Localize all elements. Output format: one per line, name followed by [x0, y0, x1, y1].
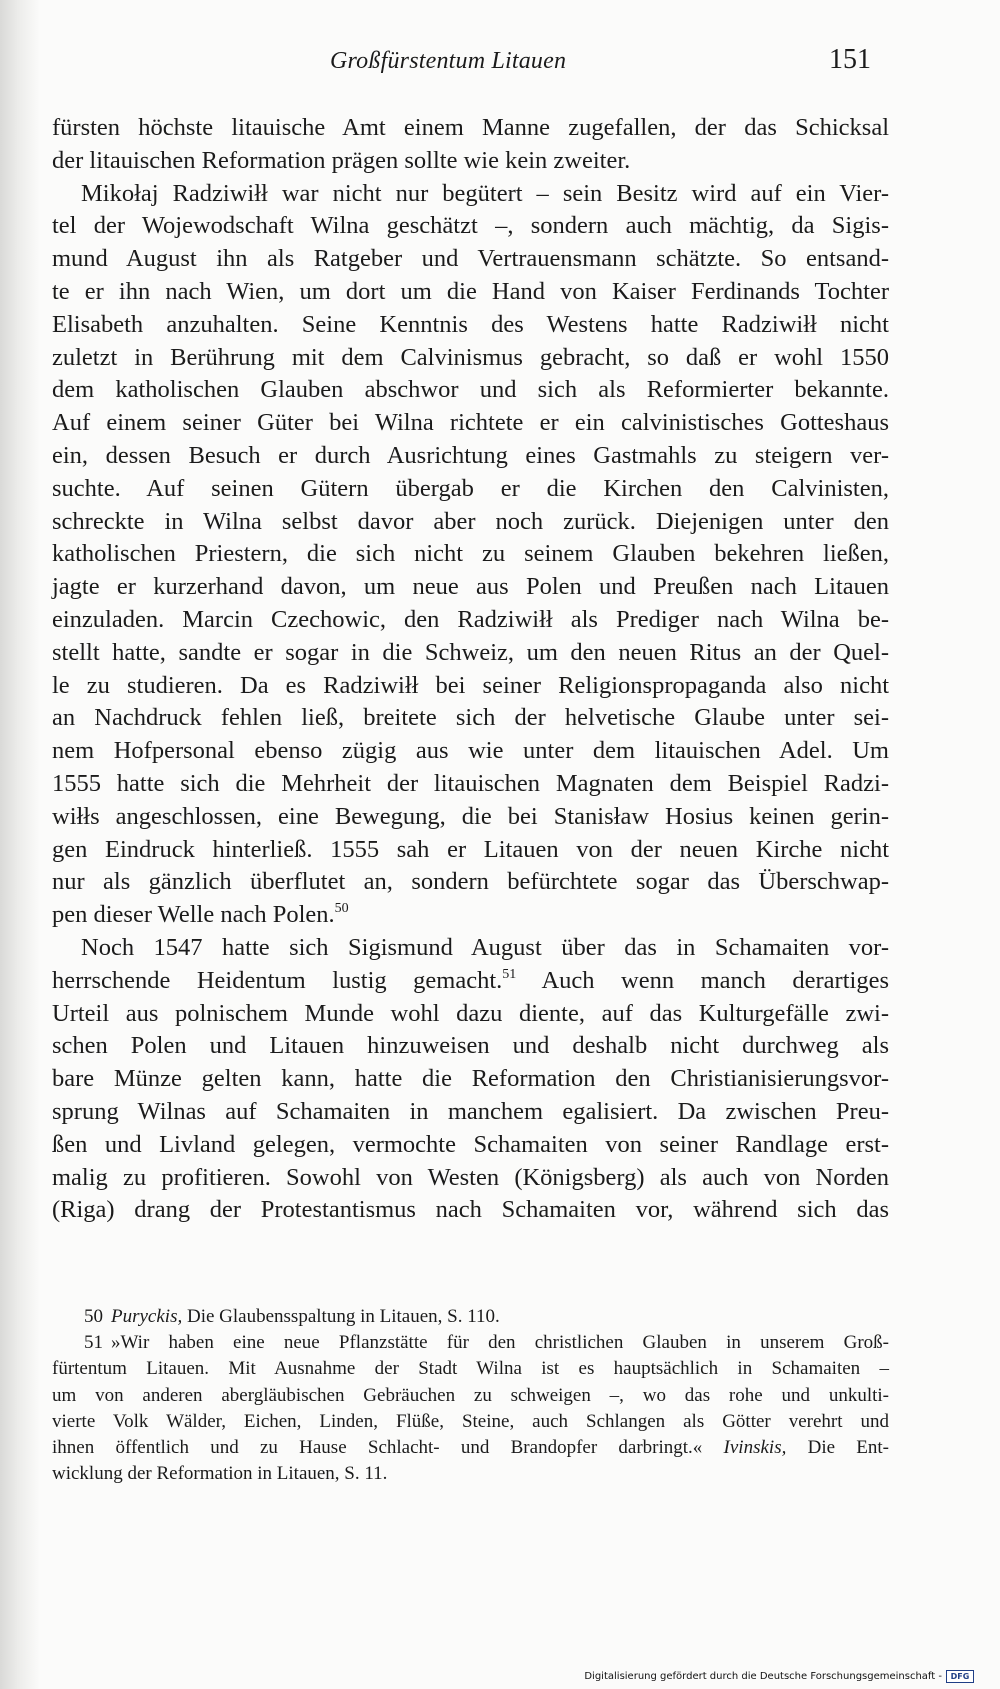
text-line: Auf einem seiner Güter bei Wilna richtete er ein calvinistisches Gotteshaus [52, 409, 889, 437]
text-line: (Riga) drang der Protestantismus nach Schamaiten vor, während sich das [52, 1196, 889, 1224]
text-line: nem Hofpersonal ebenso zügig aus wie unter dem litauischen Adel. Um [52, 737, 889, 765]
text-line: dem katholischen Glauben abschwor und sich als Reformierter bekannte. [52, 376, 889, 404]
footnotes [52, 1304, 889, 1487]
text-line: 1555 hatte sich die Mehrheit der litauischen Magnaten dem Beispiel Radzi- [52, 769, 889, 797]
text-line: Elisabeth anzuhalten. Seine Kenntnis des Westens hatte Radziwiłł nicht [52, 310, 889, 338]
text-line: te er ihn nach Wien, um dort um die Hand von Kaiser Ferdinands Tochter [52, 277, 889, 305]
text-line-content: pen dieser Welle nach Polen. [52, 901, 335, 929]
text-line-content: herrschende Heidentum lustig gemacht. [52, 966, 503, 994]
text-line: einzuladen. Marcin Czechowic, den Radziwiłł als Prediger nach Wilna be- [52, 605, 889, 633]
running-head: Großfürstentum Litauen [330, 48, 567, 74]
text-line: fürsten höchste litauische Amt einem Manne zugefallen, der das Schicksal [52, 114, 889, 141]
footnote-reference[interactable]: 50 [334, 901, 349, 917]
footnote-author: Ivinskis, [723, 1436, 787, 1458]
text-line: ßen und Livland gelegen, vermochte Schamaiten von seiner Randlage erst- [52, 1130, 889, 1158]
text-line: stellt hatte, sandte er sogar in die Schweiz, um den neuen Ritus an der Quel- [52, 638, 889, 666]
text-line: ein, dessen Besuch er durch Ausrichtung eines Gastmahls zu steigern ver- [52, 441, 889, 469]
footnote-text: »Wir haben eine neue Pflanzstätte für den christlichen Glauben in unserem Groß- [111, 1332, 889, 1354]
text-line: Noch 1547 hatte sich Sigismund August über das in Schamaiten vor- [81, 933, 889, 961]
text-line: zuletzt in Berührung mit dem Calvinismus gebracht, so daß er wohl 1550 [52, 343, 889, 371]
footnote-text: Die Ent- [786, 1436, 889, 1458]
text-line: der litauischen Reformation prägen sollte wie kein zweiter. [52, 146, 631, 174]
dfg-logo-icon: DFG [946, 1670, 974, 1683]
text-line [52, 899, 889, 932]
footnote-author: Puryckis, [111, 1306, 183, 1327]
text-line [52, 965, 889, 998]
footnote-51-line: fürtentum Litauen. Mit Ausnahme der Stadt Wilna ist es hauptsächlich in Schamaiten – [52, 1358, 889, 1380]
text-line: suchte. Auf seinen Gütern übergab er die Kirchen den Calvinisten, [52, 474, 889, 502]
footnote-51-line: vierte Volk Wälder, Eichen, Linden, Flüße, Steine, auch Schlangen als Götter verehrt und [52, 1410, 889, 1432]
footnote-number: 51 [84, 1332, 103, 1354]
footnote-51-line: wicklung der Reformation in Litauen, S. 11. [52, 1463, 388, 1485]
text-line: an Nachdruck fehlen ließ, breitete sich der helvetische Glaube unter sei- [52, 704, 889, 732]
footnote-51-line: um von anderen abergläubischen Gebräuchen zu schweigen –, wo das rohe und unkulti- [52, 1384, 889, 1406]
text-line: nur als gänzlich überflutet an, sondern befürchtete sogar das Überschwap- [52, 868, 889, 896]
text-line: malig zu profitieren. Sowohl von Westen (Königsberg) als auch von Norden [52, 1163, 889, 1191]
text-line: Urteil aus polnischem Munde wohl dazu diente, auf das Kulturgefälle zwi- [52, 999, 889, 1027]
page-number: 151 [829, 44, 871, 75]
text-line-content: Auch wenn manch derartiges [516, 966, 889, 994]
text-line: tel der Wojewodschaft Wilna geschätzt –, sondern auch mächtig, da Sigis- [52, 212, 889, 240]
text-line: wiłłs angeschlossen, eine Bewegung, die bei Stanisław Hosius keinen gerin- [52, 802, 889, 830]
text-line: mund August ihn als Ratgeber und Vertrauensmann schätzte. So entsand- [52, 245, 889, 273]
digitization-credit [584, 1670, 974, 1683]
text-line: katholischen Priestern, die sich nicht zu seinem Glauben bekehren ließen, [52, 540, 889, 568]
footnote-text: Die Glaubensspaltung in Litauen, S. 110. [182, 1306, 500, 1327]
text-line: sprung Wilnas auf Schamaiten in manchem egalisiert. Da zwischen Preu- [52, 1097, 889, 1125]
text-line: le zu studieren. Da es Radziwiłł bei seiner Religionspropaganda also nicht [52, 671, 889, 699]
footnote-text: ihnen öffentlich und zu Hause Schlacht- und Brandopfer darbringt.« [52, 1436, 724, 1458]
credit-text: Digitalisierung gefördert durch die Deutsche Forschungsgemeinschaft - [584, 1671, 942, 1682]
footnote-51-line [52, 1330, 889, 1356]
text-line: schen Polen und Litauen hinzuweisen und deshalb nicht durchweg als [52, 1032, 889, 1060]
text-line: bare Münze gelten kann, hatte die Reformation den Christianisierungsvor- [52, 1065, 889, 1093]
footnote-reference[interactable]: 51 [502, 966, 517, 982]
text-line: Mikołaj Radziwiłł war nicht nur begütert – sein Besitz wird auf ein Vier- [81, 179, 889, 207]
text-line: jagte er kurzerhand davon, um neue aus Polen und Preußen nach Litauen [52, 573, 889, 601]
footnote-number: 50 [84, 1306, 103, 1327]
text-line: schreckte in Wilna selbst davor aber noch zurück. Diejenigen unter den [52, 507, 889, 535]
footnote-50 [52, 1304, 889, 1330]
text-line: gen Eindruck hinterließ. 1555 sah er Litauen von der neuen Kirche nicht [52, 835, 889, 863]
body-text [52, 112, 889, 1227]
binding-gutter [0, 0, 40, 1689]
footnote-51-line [52, 1435, 889, 1461]
